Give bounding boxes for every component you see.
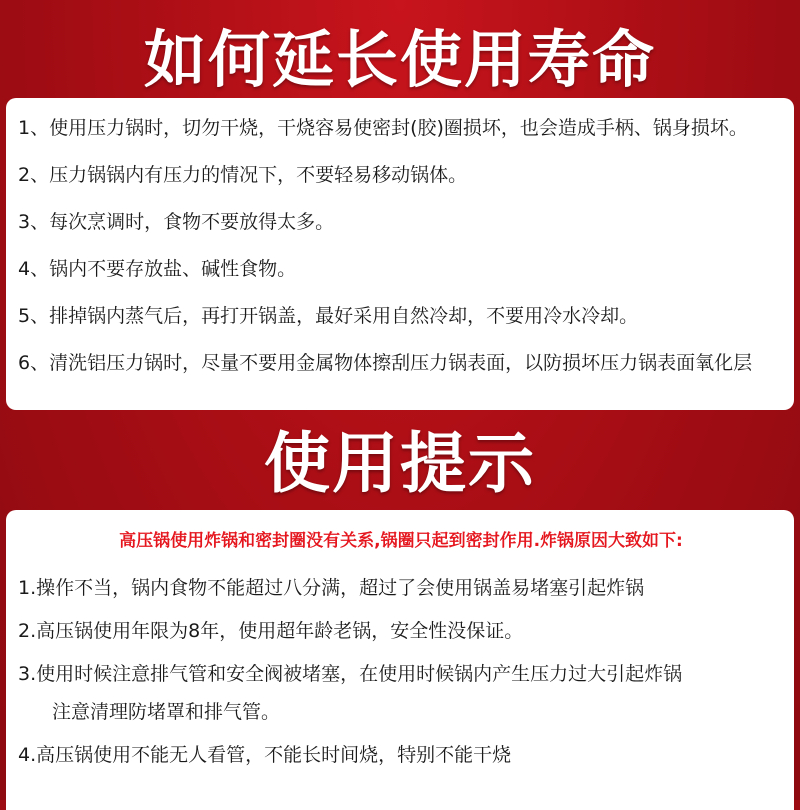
list-item: 1、使用压力锅时，切勿干烧，干烧容易使密封(胶)圈损坏，也会造成手柄、锅身损坏。 <box>18 117 748 139</box>
section-title-usage-tips: 使用提示 <box>264 425 536 502</box>
list-item-continuation: 注意清理防堵罩和排气管。 <box>52 701 281 723</box>
list-item: 4.高压锅使用不能无人看管，不能长时间烧，特别不能干烧 <box>18 744 512 766</box>
list-item: 2、压力锅锅内有压力的情况下，不要轻易移动锅体。 <box>18 164 468 186</box>
list-item: 5、排掉锅内蒸气后，再打开锅盖，最好采用自然冷却，不要用冷水冷却。 <box>18 305 639 327</box>
list-item: 3、每次烹调时，食物不要放得太多。 <box>18 211 335 233</box>
lifespan-tips-card <box>6 98 794 410</box>
list-item: 3.使用时候注意排气管和安全阀被堵塞，在使用时候锅内产生压力过大引起炸锅 <box>18 663 683 685</box>
list-item: 4、锅内不要存放盐、碱性食物。 <box>18 258 297 280</box>
warning-highlight: 高压锅使用炸锅和密封圈没有关系,锅圈只起到密封作用.炸锅原因大致如下: <box>119 531 683 551</box>
usage-tips-card <box>6 510 794 810</box>
list-item: 1.操作不当，锅内食物不能超过八分满，超过了会使用锅盖易堵塞引起炸锅 <box>18 577 645 599</box>
list-item: 6、清洗铝压力锅时，尽量不要用金属物体擦刮压力锅表面，以防损坏压力锅表面氧化层 <box>18 352 753 374</box>
section-title-lifespan: 如何延长使用寿命 <box>143 23 656 96</box>
list-item: 2.高压锅使用年限为8年，使用超年龄老锅，安全性没保证。 <box>18 620 524 642</box>
